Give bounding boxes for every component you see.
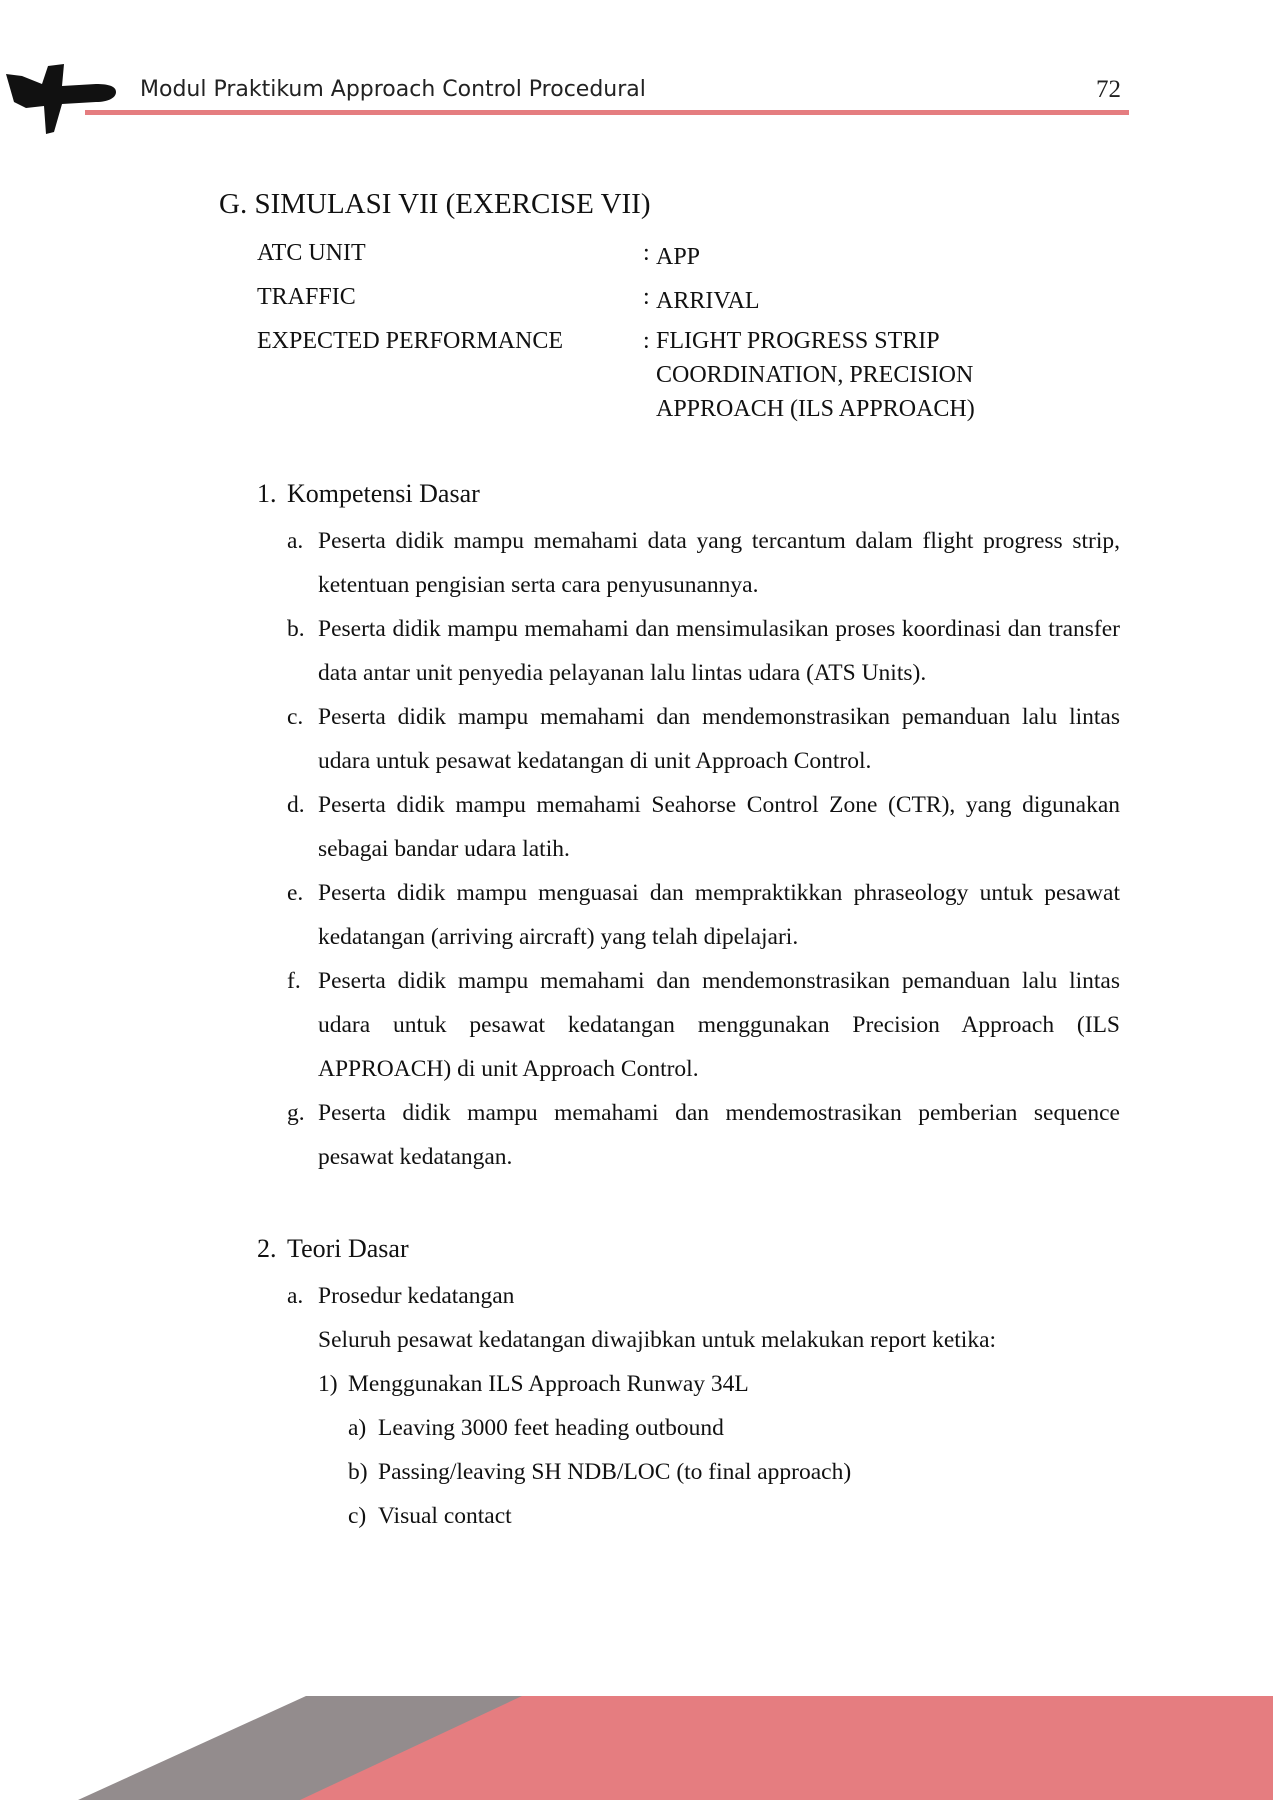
info-value bbox=[656, 324, 975, 426]
list-item bbox=[287, 695, 1120, 783]
info-colon: : bbox=[643, 328, 650, 354]
list-item bbox=[287, 871, 1120, 959]
teori-step bbox=[318, 1371, 749, 1398]
header-title: Modul Praktikum Approach Control Procedural bbox=[140, 77, 646, 102]
list-text: Peserta didik mampu memahami Seahorse Control Zone (CTR), yang digunakan sebagai bandar udara latih. bbox=[318, 792, 1120, 862]
teori-subsection-title: Prosedur kedatangan bbox=[318, 1283, 515, 1309]
info-value bbox=[656, 240, 700, 274]
info-value bbox=[656, 284, 760, 318]
heading-number: 2. bbox=[257, 1234, 277, 1263]
list-marker: b) bbox=[348, 1459, 368, 1485]
teori-substep-text: Leaving 3000 feet heading outbound bbox=[378, 1415, 724, 1441]
list-item bbox=[287, 519, 1120, 607]
info-value-line: COORDINATION, PRECISION bbox=[656, 362, 974, 388]
list-text: Peserta didik mampu memahami dan mendemonstrasikan pemanduan lalu lintas udara untuk pesawat kedatangan menggunakan Precision Approach (ILS APPROACH) di unit Approach Control. bbox=[318, 968, 1120, 1082]
list-marker: a. bbox=[287, 1283, 304, 1309]
list-marker: c. bbox=[287, 704, 304, 730]
info-value-line: APP bbox=[656, 244, 701, 270]
info-label: EXPECTED PERFORMANCE bbox=[257, 328, 564, 354]
info-value-line: FLIGHT PROGRESS STRIP bbox=[656, 328, 940, 354]
teori-subsection bbox=[287, 1283, 514, 1310]
list-text: Peserta didik mampu memahami dan mendemostrasikan pemberian sequence pesawat kedatangan. bbox=[318, 1100, 1120, 1170]
teori-substep-text: Visual contact bbox=[378, 1503, 512, 1529]
info-value-line: APPROACH (ILS APPROACH) bbox=[656, 396, 975, 422]
list-marker: 1) bbox=[318, 1371, 338, 1397]
teori-substep bbox=[348, 1415, 724, 1442]
page-number: 72 bbox=[1096, 76, 1121, 103]
list-marker: c) bbox=[348, 1503, 367, 1529]
list-text: Peserta didik mampu memahami dan mendemonstrasikan pemanduan lalu lintas udara untuk pesawat kedatangan di unit Approach Control. bbox=[318, 704, 1120, 774]
info-colon: : bbox=[643, 284, 650, 310]
heading-teori-dasar bbox=[257, 1234, 409, 1264]
list-text: Peserta didik mampu memahami data yang tercantum dalam flight progress strip, ketentuan pengisian serta cara penyusunannya. bbox=[318, 528, 1120, 598]
list-marker: g. bbox=[287, 1100, 305, 1126]
teori-substep-text: Passing/leaving SH NDB/LOC (to final approach) bbox=[378, 1459, 852, 1485]
list-text: Peserta didik mampu memahami dan mensimulasikan proses koordinasi dan transfer data antar unit penyedia pelayanan lalu lintas udara (ATS Units). bbox=[318, 616, 1120, 686]
info-value-line: ARRIVAL bbox=[656, 288, 760, 314]
kompetensi-list bbox=[287, 519, 1120, 1179]
list-marker: d. bbox=[287, 792, 305, 818]
teori-substep bbox=[348, 1459, 851, 1486]
heading-number: 1. bbox=[257, 479, 277, 508]
teori-step-text: Menggunakan ILS Approach Runway 34L bbox=[348, 1371, 749, 1397]
list-item bbox=[287, 607, 1120, 695]
list-marker: e. bbox=[287, 880, 304, 906]
list-marker: a. bbox=[287, 528, 304, 554]
heading-kompetensi-dasar bbox=[257, 479, 480, 509]
section-title: G. SIMULASI VII (EXERCISE VII) bbox=[219, 188, 651, 220]
info-label: TRAFFIC bbox=[257, 284, 356, 310]
list-item bbox=[287, 959, 1120, 1091]
list-item bbox=[287, 1091, 1120, 1179]
header-rule bbox=[85, 110, 1129, 115]
airplane-logo-icon bbox=[4, 54, 118, 136]
list-marker: b. bbox=[287, 616, 305, 642]
list-text: Peserta didik mampu menguasai dan mempraktikkan phraseology untuk pesawat kedatangan (arriving aircraft) yang telah dipelajari. bbox=[318, 880, 1120, 950]
heading-title: Teori Dasar bbox=[287, 1234, 409, 1263]
list-marker: a) bbox=[348, 1415, 367, 1441]
info-label: ATC UNIT bbox=[257, 240, 366, 266]
info-colon: : bbox=[643, 240, 650, 266]
footer-decoration bbox=[0, 1696, 1273, 1800]
list-marker: f. bbox=[287, 968, 301, 994]
heading-title: Kompetensi Dasar bbox=[287, 479, 480, 508]
list-item bbox=[287, 783, 1120, 871]
teori-substep bbox=[348, 1503, 512, 1530]
teori-intro: Seluruh pesawat kedatangan diwajibkan untuk melakukan report ketika: bbox=[318, 1327, 997, 1353]
